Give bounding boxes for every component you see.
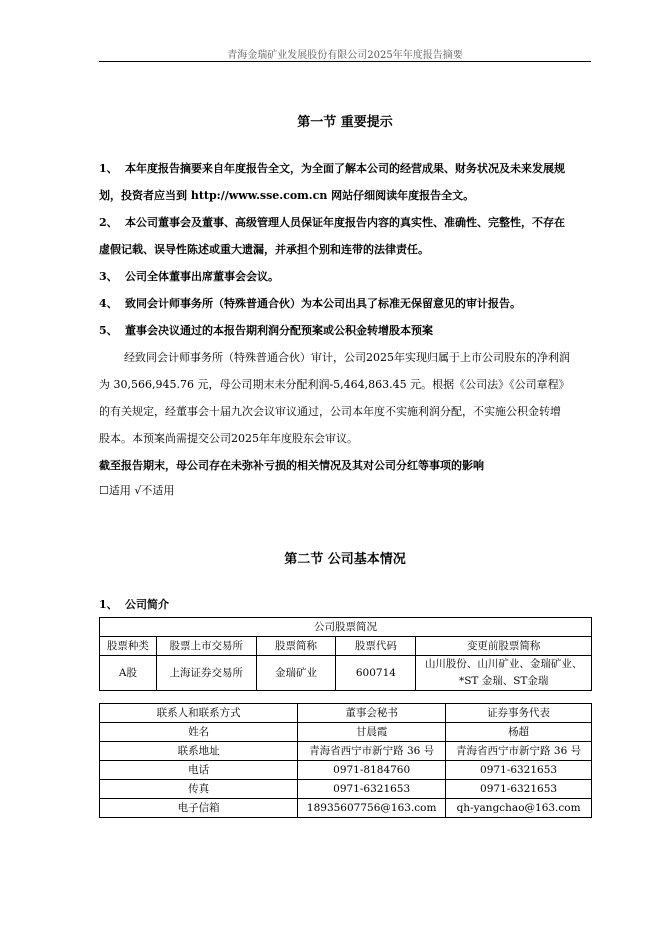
column-header: 证券事务代表 <box>446 704 592 723</box>
item-text-cont: 划，投资者应当到 http://www.sse.com.cn 网站仔细阅读年度报告全文。 <box>99 189 475 202</box>
column-header: 股票上市交易所 <box>156 637 256 656</box>
item-text: 致同会计师事务所（特殊普通合伙）为本公司出具了标准无保留意见的审计报告。 <box>125 297 521 310</box>
table-row <box>100 780 592 799</box>
item-text: 本公司董事会及董事、高级管理人员保证年度报告内容的真实性、准确性、完整性，不存在 <box>125 216 565 229</box>
table-cell: 电话 <box>100 761 298 780</box>
prev-name-line: 山川股份、山川矿业、金瑞矿业、 <box>424 658 583 670</box>
column-header: 董事会秘书 <box>298 704 446 723</box>
item-text: 董事会决议通过的本报告期利润分配预案或公积金转增股本预案 <box>125 324 433 337</box>
table-cell: 金瑞矿业 <box>256 656 336 691</box>
table-header-row <box>100 637 592 656</box>
table-row <box>100 799 592 818</box>
table-cell: 电子信箱 <box>100 799 298 818</box>
table-cell: 青海省西宁市新宁路 36 号 <box>446 742 592 761</box>
table-row <box>100 761 592 780</box>
table-cell: 姓名 <box>100 723 298 742</box>
table-cell: 甘晨霞 <box>298 723 446 742</box>
table-cell: 18935607756@163.com <box>298 799 446 818</box>
table-cell: 联系地址 <box>100 742 298 761</box>
table-cell: 0971-8184760 <box>298 761 446 780</box>
table-cell: 上海证券交易所 <box>156 656 256 691</box>
section2-title: 第二节 公司基本情况 <box>284 552 406 567</box>
table-header-row <box>100 704 592 723</box>
table-row <box>100 656 592 691</box>
column-header: 变更前股票简称 <box>416 637 592 656</box>
column-header: 股票代码 <box>336 637 416 656</box>
column-header: 股票简称 <box>256 637 336 656</box>
plan-line: 经致同会计师事务所（特殊普通合伙）审计，公司2025年实现归属于上市公司股东的净利润 <box>124 351 570 364</box>
item-number: 1、 <box>99 162 118 175</box>
item-text-cont: 虚假记载、误导性陈述或重大遗漏，并承担个别和连带的法律责任。 <box>99 243 429 256</box>
uncovered-loss-heading: 截至报告期末，母公司存在未弥补亏损的相关情况及其对公司分红等事项的影响 <box>99 459 484 472</box>
item-2 <box>99 209 591 263</box>
item-number: 4、 <box>99 297 118 310</box>
item-number: 5、 <box>99 324 118 337</box>
prev-name-line: *ST 金瑞、ST金瑞 <box>458 675 549 687</box>
column-header: 联系人和联系方式 <box>100 704 298 723</box>
table-cell: 0971-6321653 <box>446 780 592 799</box>
item-text: 本年度报告摘要来自年度报告全文，为全面了解本公司的经营成果、财务状况及未来发展规 <box>125 162 565 175</box>
item-4 <box>99 290 591 317</box>
item-number: 3、 <box>99 270 118 283</box>
distribution-plan <box>99 344 591 452</box>
sub1-heading <box>99 591 591 618</box>
table-cell: 传真 <box>100 780 298 799</box>
header-rule <box>99 61 591 62</box>
contact-table <box>99 703 592 818</box>
item-text: 公司全体董事出席董事会会议。 <box>125 270 279 283</box>
table-cell: 0971-6321653 <box>298 780 446 799</box>
table-cell: 杨超 <box>446 723 592 742</box>
plan-line: 为 30,566,945.76 元，母公司期末未分配利润-5,464,863.45 元。根据《公司法》《公司章程》 <box>99 378 570 391</box>
table-cell: 600714 <box>336 656 416 691</box>
item-1 <box>99 155 591 209</box>
sub1-title: 公司简介 <box>125 598 169 611</box>
plan-line: 股本。本预案尚需提交公司2025年年度股东会审议。 <box>99 432 358 445</box>
column-header: 股票种类 <box>100 637 157 656</box>
item-3 <box>99 263 591 290</box>
table-cell <box>416 656 592 691</box>
table-cell: 0971-6321653 <box>446 761 592 780</box>
section1-title: 第一节 重要提示 <box>297 115 393 130</box>
item-5 <box>99 317 591 344</box>
page-header: 青海金瑞矿业发展股份有限公司2025年年度报告摘要 <box>227 50 463 61</box>
table-row <box>100 742 592 761</box>
table-cell: A股 <box>100 656 157 691</box>
table-cell: qh-yangchao@163.com <box>446 799 592 818</box>
stock-table <box>99 617 592 691</box>
applicability-checkbox: ☐适用 √不适用 <box>99 484 175 497</box>
plan-line: 的有关规定，经董事会十届九次会议审议通过，公司本年度不实施利润分配，不实施公积金转增 <box>99 405 561 418</box>
table-row <box>100 723 592 742</box>
table-cell: 青海省西宁市新宁路 36 号 <box>298 742 446 761</box>
item-number: 1、 <box>99 598 118 611</box>
table-caption: 公司股票简况 <box>100 618 592 637</box>
item-number: 2、 <box>99 216 118 229</box>
